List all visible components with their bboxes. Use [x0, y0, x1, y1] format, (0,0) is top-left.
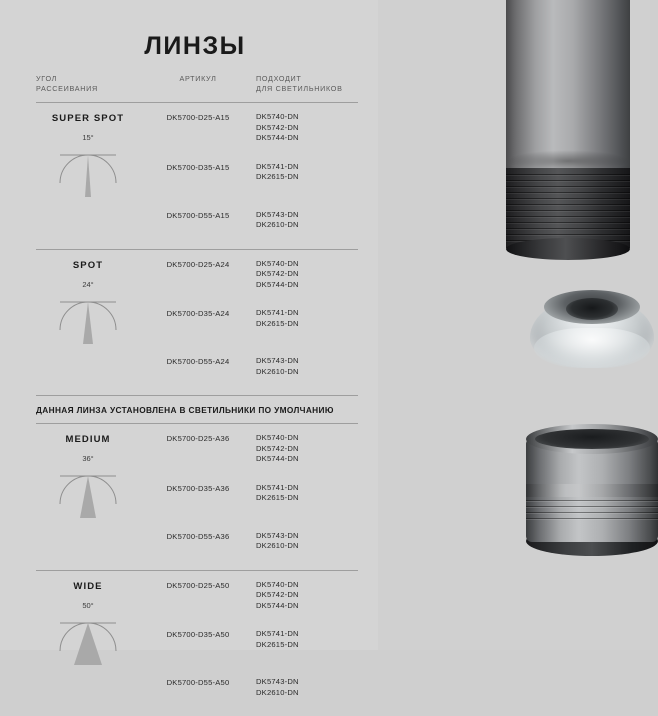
lens-inner-reflector	[566, 298, 618, 320]
luminaire-code: DK5742-DN	[256, 123, 358, 134]
cylinder-bottom-edge	[506, 238, 630, 260]
lens-group-super-spot	[36, 103, 358, 250]
article-code: DK5700-D35-A24	[140, 308, 256, 319]
compatible-luminaires	[256, 531, 358, 552]
compatible-luminaires	[256, 629, 358, 650]
luminaire-code: DK2610-DN	[256, 688, 358, 699]
compatible-luminaires	[256, 356, 358, 377]
article-code: DK5700-D55-A50	[140, 677, 256, 688]
default-lens-note: ДАННАЯ ЛИНЗА УСТАНОВЛЕНА В СВЕТИЛЬНИКИ ПО УМОЛЧАНИЮ	[36, 396, 358, 424]
luminaire-code: DK2610-DN	[256, 541, 358, 552]
lens-group-rows	[140, 571, 358, 716]
lens-group-name: MEDIUM	[36, 434, 140, 445]
luminaire-code: DK5740-DN	[256, 112, 358, 123]
decorative-ring	[526, 422, 658, 558]
article-code: DK5700-D55-A36	[140, 531, 256, 542]
luminaire-code: DK5741-DN	[256, 483, 358, 494]
article-code: DK5700-D35-A50	[140, 629, 256, 640]
lens-group-name: SUPER SPOT	[36, 113, 140, 124]
table-row	[140, 201, 358, 249]
compatible-luminaires	[256, 112, 358, 144]
lens-group-spot	[36, 250, 358, 397]
beam-diagram-icon	[58, 292, 118, 350]
compatible-luminaires	[256, 580, 358, 612]
cylinder-ribbed-section	[506, 168, 630, 248]
luminaire-code: DK5743-DN	[256, 531, 358, 542]
table-header-row	[36, 74, 358, 103]
luminaire-code: DK5740-DN	[256, 259, 358, 270]
lens-group-rows	[140, 424, 358, 570]
luminaire-code: DK2615-DN	[256, 640, 358, 651]
table-row	[140, 474, 358, 522]
ring-highlight-band	[526, 484, 658, 497]
column-header-fits-line1: ПОДХОДИТ	[256, 74, 358, 84]
luminaire-code: DK5742-DN	[256, 444, 358, 455]
column-header-fits	[256, 74, 358, 94]
table-row	[140, 299, 358, 347]
lens-group-rows	[140, 250, 358, 396]
article-code: DK5700-D55-A15	[140, 210, 256, 221]
lens-group-name: WIDE	[36, 581, 140, 592]
luminaire-code: DK2610-DN	[256, 367, 358, 378]
column-header-angle	[36, 74, 140, 94]
compatible-luminaires	[256, 677, 358, 698]
luminaire-code: DK2615-DN	[256, 172, 358, 183]
article-code: DK5700-D25-A24	[140, 259, 256, 270]
compatible-luminaires	[256, 210, 358, 231]
page-title: ЛИНЗЫ	[0, 32, 390, 61]
luminaire-code: DK5741-DN	[256, 308, 358, 319]
lens-group-medium	[36, 424, 358, 571]
article-code: DK5700-D55-A24	[140, 356, 256, 367]
table-row	[140, 250, 358, 300]
beam-diagram-icon	[58, 466, 118, 524]
lens-group-angle: 36°	[36, 454, 140, 463]
column-header-angle-line2: РАССЕИВАНИЯ	[36, 84, 140, 94]
compatible-luminaires	[256, 308, 358, 329]
luminaire-code: DK5740-DN	[256, 433, 358, 444]
lens-table	[36, 74, 358, 716]
luminaire-code: DK2615-DN	[256, 493, 358, 504]
optical-lens	[530, 288, 654, 376]
luminaire-code: DK5743-DN	[256, 210, 358, 221]
beam-diagram-icon	[58, 145, 118, 203]
column-header-fits-line2: ДЛЯ СВЕТИЛЬНИКОВ	[256, 84, 358, 94]
article-code: DK5700-D25-A15	[140, 112, 256, 123]
table-row	[140, 522, 358, 570]
article-code: DK5700-D25-A36	[140, 433, 256, 444]
luminaire-code: DK5743-DN	[256, 677, 358, 688]
table-row	[140, 153, 358, 201]
lens-group-angle: 24°	[36, 280, 140, 289]
luminaire-code: DK5744-DN	[256, 601, 358, 612]
table-row	[140, 620, 358, 668]
product-photo	[378, 0, 650, 650]
column-header-article	[140, 74, 256, 94]
luminaire-code: DK5744-DN	[256, 133, 358, 144]
table-row	[140, 424, 358, 474]
ring-inner-bore	[535, 429, 649, 449]
lens-group-name: SPOT	[36, 260, 140, 271]
lens-group-angle: 50°	[36, 601, 140, 610]
luminaire-code: DK5741-DN	[256, 162, 358, 173]
article-code: DK5700-D35-A15	[140, 162, 256, 173]
column-header-angle-line1: УГОЛ	[36, 74, 140, 84]
luminaire-code: DK5744-DN	[256, 454, 358, 465]
luminaire-code: DK2610-DN	[256, 220, 358, 231]
luminaire-code: DK5743-DN	[256, 356, 358, 367]
article-code: DK5700-D35-A36	[140, 483, 256, 494]
compatible-luminaires	[256, 433, 358, 465]
compatible-luminaires	[256, 483, 358, 504]
beam-diagram-icon	[58, 613, 118, 671]
article-code: DK5700-D25-A50	[140, 580, 256, 591]
table-row	[140, 668, 358, 716]
table-row	[140, 347, 358, 395]
luminaire-code: DK2615-DN	[256, 319, 358, 330]
compatible-luminaires	[256, 259, 358, 291]
lens-group-wide	[36, 571, 358, 716]
lens-group-angle: 15°	[36, 133, 140, 142]
lens-skirt	[534, 328, 650, 368]
luminaire-code: DK5740-DN	[256, 580, 358, 591]
column-header-article-label: АРТИКУЛ	[140, 74, 256, 84]
luminaire-code: DK5741-DN	[256, 629, 358, 640]
luminaire-code: DK5742-DN	[256, 590, 358, 601]
table-row	[140, 571, 358, 621]
compatible-luminaires	[256, 162, 358, 183]
lens-group-rows	[140, 103, 358, 249]
luminaire-code: DK5744-DN	[256, 280, 358, 291]
table-row	[140, 103, 358, 153]
luminaire-code: DK5742-DN	[256, 269, 358, 280]
